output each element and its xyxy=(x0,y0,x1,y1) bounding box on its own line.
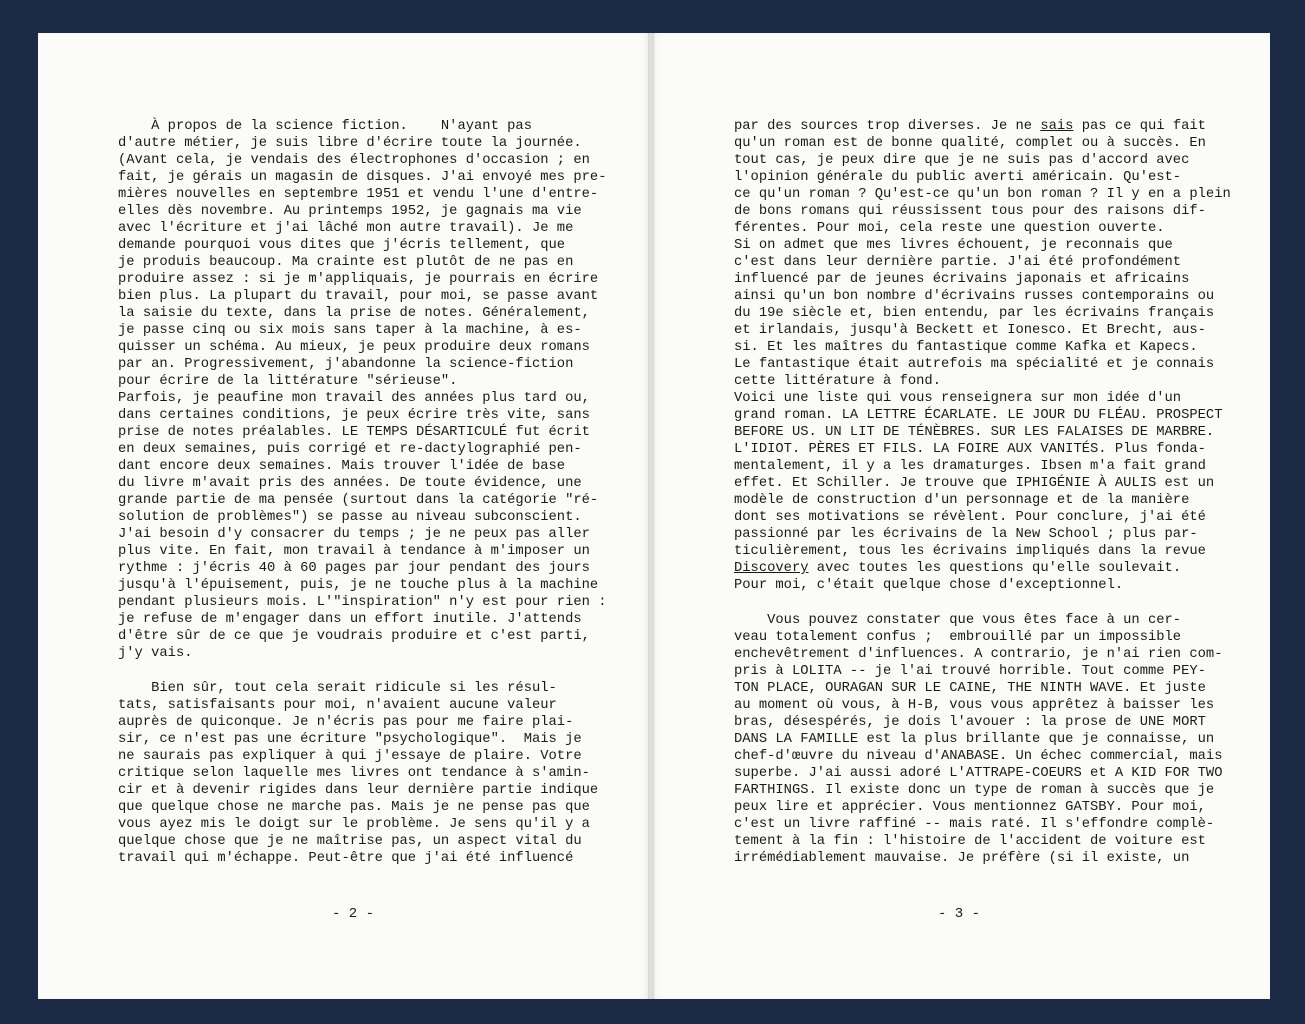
left-para2-line: auprès de quiconque. Je n'écris pas pour me faire plai- xyxy=(118,715,574,730)
left-para2-line: que quelque chose ne marche pas. Mais je ne pense pas que xyxy=(118,800,590,815)
right-para1-line: modèle de construction d'un personnage et de la manière xyxy=(734,493,1190,508)
left-para1-line: rythme : j'écris 40 à 60 pages par jour pendant des jours xyxy=(118,561,590,576)
right-para2-line: irrémédiablement mauvaise. Je préfère (si il existe, un xyxy=(734,851,1190,866)
left-para2-line: critique selon laquelle mes livres ont tendance à s'amin- xyxy=(118,766,590,781)
right-para1-line: et irlandais, jusqu'à Beckett et Ionesco. Et Brecht, aus- xyxy=(734,323,1206,338)
right-para1-line: Si on admet que mes livres échouent, je reconnais que xyxy=(734,238,1173,253)
right-para2-line: FARTHINGS. Il existe donc un type de roman à succès que je xyxy=(734,783,1215,798)
left-para1-line: bien plus. La plupart du travail, pour moi, se passe avant xyxy=(118,289,599,304)
right-para2-line: DANS LA FAMILLE est la plus brillante que je connaisse, un xyxy=(734,732,1215,747)
right-para1-line: par des sources trop diverses. Je ne sais pas ce qui fait xyxy=(734,119,1206,134)
left-para1-line: en deux semaines, puis corrigé et re-dactylographié pen- xyxy=(118,442,582,457)
left-para1-line: demande pourquoi vous dites que j'écris tellement, que xyxy=(118,238,566,253)
left-page-number: - 2 - xyxy=(332,906,375,922)
left-para1-line: mières nouvelles en septembre 1951 et vendu l'une d'entre- xyxy=(118,187,599,202)
left-para1-line: avec l'écriture et j'ai lâché mon autre travail). Je me xyxy=(118,221,574,236)
right-para1-line: Voici une liste qui vous renseignera sur mon idée d'un xyxy=(734,391,1182,406)
left-para1-line: pendant plusieurs mois. L'"inspiration" n'y est pour rien : xyxy=(118,595,607,610)
right-para1-line: ce qu'un roman ? Qu'est-ce qu'un bon roman ? Il y en a plein xyxy=(734,187,1231,202)
right-para1-line: qu'un roman est de bonne qualité, complet ou à succès. En xyxy=(734,136,1206,151)
left-para1-line: jusqu'à l'épuisement, puis, je ne touche plus à la machine xyxy=(118,578,599,593)
left-para1-line: grande partie de ma pensée (surtout dans la catégorie "ré- xyxy=(118,493,599,508)
left-para2-line: quelque chose que je ne maîtrise pas, un aspect vital du xyxy=(118,834,582,849)
left-para1-line: je refuse de m'engager dans un effort inutile. J'attends xyxy=(118,612,582,627)
left-para2-line: Bien sûr, tout cela serait ridicule si les résul- xyxy=(118,681,557,696)
left-para1-line: j'y vais. xyxy=(118,646,193,661)
right-para1-line: BEFORE US. UN LIT DE TÉNÈBRES. SUR LES FALAISES DE MARBRE. xyxy=(734,425,1215,440)
left-para1-line: du livre m'avait pris des années. De toute évidence, une xyxy=(118,476,582,491)
left-para2-line: vous ayez mis le doigt sur le problème. Je sens qu'il y a xyxy=(118,817,590,832)
left-para2-line: sir, ce n'est pas une écriture "psychologique". Mais je xyxy=(118,732,582,747)
right-para1-line: grand roman. LA LETTRE ÉCARLATE. LE JOUR DU FLÉAU. PROSPECT xyxy=(734,408,1223,423)
right-para1-line: si. Et les maîtres du fantastique comme Kafka et Kapecs. xyxy=(734,340,1198,355)
left-para1-line: J'ai besoin d'y consacrer du temps ; je ne peux pas aller xyxy=(118,527,590,542)
right-para1-line: Le fantastique était autrefois ma spécialité et je connais xyxy=(734,357,1215,372)
left-para2-line: tats, satisfaisants pour moi, n'avaient aucune valeur xyxy=(118,698,557,713)
right-para1-line: L'IDIOT. PÈRES ET FILS. LA FOIRE AUX VANITÉS. Plus fonda- xyxy=(734,442,1206,457)
right-para1-line: mentalement, il y a les dramaturges. Ibsen m'a fait grand xyxy=(734,459,1206,474)
right-para1-line: passionné par les écrivains de la New School ; plus par- xyxy=(734,527,1198,542)
right-para1-line: ticulièrement, tous les écrivains impliqués dans la revue xyxy=(734,544,1206,559)
left-para1-line: d'autre métier, je suis libre d'écrire toute la journée. xyxy=(118,136,582,151)
right-para1-line: influencé par de jeunes écrivains japonais et africains xyxy=(734,272,1190,287)
right-page-number: - 3 - xyxy=(938,906,981,922)
book-gutter xyxy=(648,33,654,999)
right-para2-line: c'est un livre raffiné -- mais raté. Il s'effondre complè- xyxy=(734,817,1215,832)
right-para1-line: dont ses motivations se révèlent. Pour conclure, j'ai été xyxy=(734,510,1206,525)
right-para1-line: du 19e siècle et, bien entendu, par les écrivains français xyxy=(734,306,1215,321)
right-para1-line: Pour moi, c'était quelque chose d'exceptionnel. xyxy=(734,578,1124,593)
right-para1-line: tout cas, je peux dire que je ne suis pas d'accord avec xyxy=(734,153,1190,168)
left-para1-line: je passe cinq ou six mois sans taper à la machine, à es- xyxy=(118,323,582,338)
left-para2-line: travail qui m'échappe. Peut-être que j'ai été influencé xyxy=(118,851,574,866)
right-para2-line: veau totalement confus ; embrouillé par un impossible xyxy=(734,630,1182,645)
left-para1-line: dant encore deux semaines. Mais trouver l'idée de base xyxy=(118,459,566,474)
right-para2-line: peux lire et apprécier. Vous mentionnez GATSBY. Pour moi, xyxy=(734,800,1206,815)
right-para2-line: chef-d'œuvre du niveau d'ANABASE. Un échec commercial, mais xyxy=(734,749,1223,764)
left-para1-line: par an. Progressivement, j'abandonne la science-fiction xyxy=(118,357,574,372)
left-para1-line: quisser un schéma. Au mieux, je peux produire deux romans xyxy=(118,340,590,355)
left-para2-line: ne saurais pas expliquer à qui j'essaye de plaire. Votre xyxy=(118,749,582,764)
left-para1-line: elles dès novembre. Au printemps 1952, je gagnais ma vie xyxy=(118,204,582,219)
left-para1-line: produire assez : si je m'appliquais, je pourrais en écrire xyxy=(118,272,599,287)
right-para2-line: au moment où vous, à H-B, vous vous apprêtez à baisser les xyxy=(734,698,1215,713)
left-para1-line: plus vite. En fait, mon travail à tendance à m'imposer un xyxy=(118,544,590,559)
left-para1-line: je produis beaucoup. Ma crainte est plutôt de ne pas en xyxy=(118,255,574,270)
left-para1-line: À propos de la science fiction. N'ayant pas xyxy=(118,119,532,134)
left-para1-line: prise de notes préalables. LE TEMPS DÉSARTICULÉ fut écrit xyxy=(118,425,590,440)
right-para1-line: effet. Et Schiller. Je trouve que IPHIGÉNIE À AULIS est un xyxy=(734,476,1215,491)
left-para1-line: fait, je gérais un magasin de disques. J'ai envoyé mes pre- xyxy=(118,170,607,185)
right-para2-line: bras, désespérés, je dois l'avouer : la prose de UNE MORT xyxy=(734,715,1206,730)
left-para2-line: cir et à devenir rigides dans leur dernière partie indique xyxy=(118,783,599,798)
left-para1-line: la saisie du texte, dans la prise de notes. Généralement, xyxy=(118,306,590,321)
right-para2-line: superbe. J'ai aussi adoré L'ATTRAPE-COEURS et A KID FOR TWO xyxy=(734,766,1223,781)
right-para1-line: cette littérature à fond. xyxy=(734,374,941,389)
right-para1-line: c'est dans leur dernière partie. J'ai été profondément xyxy=(734,255,1182,270)
right-para2-line: tement à la fin : l'histoire de l'accident de voiture est xyxy=(734,834,1206,849)
right-para1-line: Discovery avec toutes les questions qu'elle soulevait. xyxy=(734,561,1182,576)
right-para2-line: Vous pouvez constater que vous êtes face à un cer- xyxy=(734,613,1182,628)
left-para1-line: d'être sûr de ce que je voudrais produire et c'est parti, xyxy=(118,629,590,644)
left-para1-line: pour écrire de la littérature "sérieuse". xyxy=(118,374,458,389)
left-para1-line: dans certaines conditions, je peux écrire très vite, sans xyxy=(118,408,590,423)
left-para1-line: Parfois, je peaufine mon travail des années plus tard ou, xyxy=(118,391,590,406)
right-para1-line: l'opinion générale du public averti américain. Qu'est- xyxy=(734,170,1182,185)
right-para2-line: TON PLACE, OURAGAN SUR LE CAINE, THE NINTH WAVE. Et juste xyxy=(734,681,1206,696)
right-para2-line: pris à LOLITA -- je l'ai trouvé horrible. Tout comme PEY- xyxy=(734,664,1206,679)
right-para1-line: ainsi qu'un bon nombre d'écrivains russes contemporains ou xyxy=(734,289,1215,304)
right-para1-line: férentes. Pour moi, cela reste une question ouverte. xyxy=(734,221,1165,236)
right-para2-line: enchevêtrement d'influences. A contrario, je n'ai rien com- xyxy=(734,647,1223,662)
left-para1-line: (Avant cela, je vendais des électrophones d'occasion ; en xyxy=(118,153,590,168)
right-para1-line: de bons romans qui réussissent tous pour des raisons dif- xyxy=(734,204,1206,219)
left-para1-line: solution de problèmes") se passe au niveau subconscient. xyxy=(118,510,582,525)
